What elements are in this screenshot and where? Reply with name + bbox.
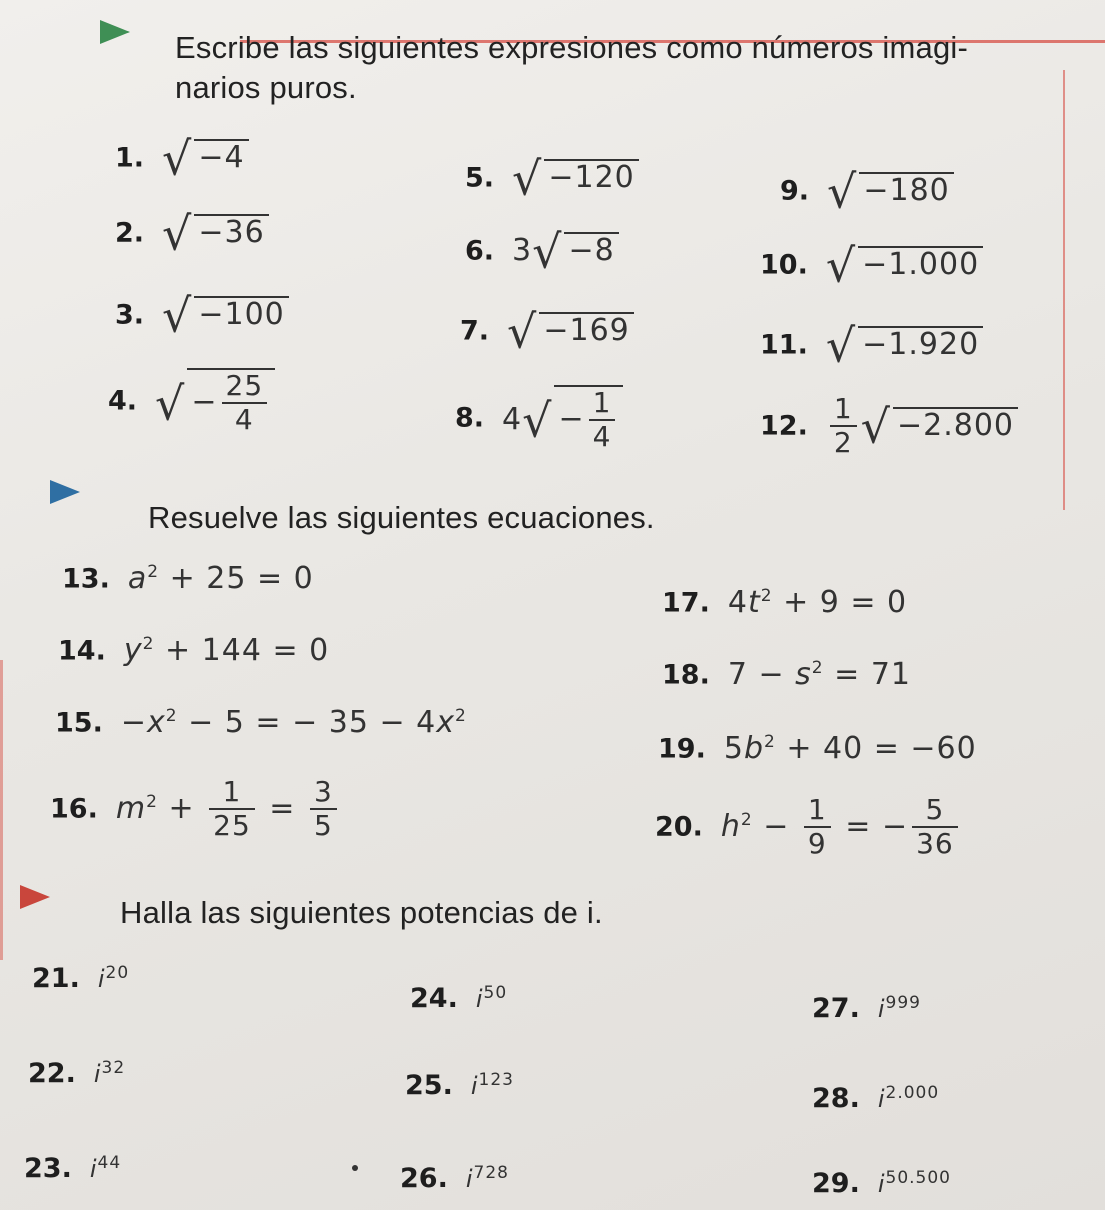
equation-rest: + 9 = 0	[772, 585, 908, 620]
exercise-number: 19.	[658, 733, 706, 765]
exercise-number: 25.	[405, 1070, 453, 1101]
radicand: −100	[194, 296, 288, 330]
exponent: 2.000	[885, 1082, 940, 1103]
radicand: −180	[859, 172, 953, 206]
equation-prefix: 7 −	[727, 657, 796, 692]
denominator: 36	[916, 827, 954, 860]
numerator: 1	[804, 796, 831, 828]
radical-icon: √	[507, 304, 538, 358]
equals-sign: =	[258, 790, 306, 826]
denominator: 2	[833, 426, 853, 459]
base: i	[877, 1084, 886, 1113]
exercise-number: 16.	[50, 793, 98, 825]
radical-icon: √	[162, 206, 193, 260]
exercise-number: 29.	[812, 1168, 860, 1199]
exercise-3	[115, 288, 289, 342]
radical-icon: √	[825, 318, 857, 372]
left-rule	[0, 660, 3, 960]
exercise-20	[655, 793, 962, 860]
exercise-12	[760, 392, 1018, 459]
exercise-16	[50, 775, 341, 842]
denominator: 4	[592, 420, 612, 453]
radicand: −1.000	[858, 246, 983, 280]
variable: a	[127, 561, 148, 596]
exponent: 2	[740, 809, 753, 830]
exercise-number: 9.	[780, 175, 810, 207]
equation-prefix: 4	[727, 585, 748, 620]
radical-icon: √	[532, 224, 563, 278]
exercise-11	[760, 318, 983, 372]
variable: y	[123, 633, 143, 668]
exponent: 2	[147, 562, 160, 582]
denominator: 25	[213, 809, 251, 842]
equation-prefix: 5	[723, 731, 744, 766]
exponent: 20	[105, 962, 130, 983]
radical-icon: √	[522, 393, 553, 447]
radical-icon: √	[162, 131, 193, 185]
numerator: 5	[912, 796, 958, 828]
exercise-4	[108, 368, 275, 434]
base: i	[97, 964, 106, 993]
section-marker-icon	[50, 480, 80, 504]
exponent: 2	[165, 706, 178, 726]
exercise-22	[28, 1057, 126, 1089]
exercise-23	[24, 1152, 122, 1184]
exercise-number: 22.	[28, 1058, 76, 1089]
exercise-25	[405, 1069, 514, 1101]
equation-rest: = 71	[823, 657, 911, 692]
section-heading: Resuelve las siguientes ecuaciones.	[148, 500, 655, 535]
exponent: 32	[101, 1057, 126, 1078]
exercise-18	[662, 657, 911, 692]
exponent: 728	[473, 1162, 509, 1183]
operator: −	[752, 808, 800, 844]
exercise-15	[55, 705, 467, 740]
exercise-6	[465, 224, 619, 278]
exercise-27	[812, 992, 921, 1024]
operator: +	[157, 790, 206, 826]
exponent: 44	[97, 1152, 122, 1173]
radical-icon: √	[162, 288, 193, 342]
exercise-number: 15.	[55, 707, 103, 739]
exercise-7	[460, 304, 634, 358]
exercise-17	[662, 585, 908, 620]
section-heading: Halla las siguientes potencias de i.	[120, 895, 603, 930]
sign: −	[558, 401, 585, 437]
radical-icon: √	[825, 238, 857, 292]
numerator: 1	[830, 395, 857, 427]
exponent: 50.500	[885, 1167, 951, 1188]
ink-dot	[352, 1165, 358, 1171]
variable: m	[115, 790, 147, 826]
base: i	[877, 1169, 886, 1198]
exercise-19	[658, 731, 977, 766]
exponent: 2	[455, 706, 467, 726]
exercise-number: 20.	[655, 811, 703, 843]
exponent: 2	[142, 634, 155, 654]
variable: b	[743, 731, 764, 766]
exercise-number: 13.	[62, 563, 110, 595]
radical-icon: √	[860, 399, 891, 453]
equation-middle: − 5 = − 35 − 4	[177, 705, 437, 740]
exercise-29	[812, 1167, 951, 1199]
exercise-24	[410, 982, 508, 1014]
equals-sign: = −	[834, 808, 909, 844]
exercise-number: 6.	[465, 235, 495, 267]
exercise-13	[62, 561, 314, 596]
exponent: 2	[763, 732, 776, 752]
exercise-number: 27.	[812, 993, 860, 1024]
base: i	[470, 1071, 479, 1100]
variable: x	[436, 705, 455, 740]
exercise-number: 7.	[460, 315, 490, 347]
exercise-number: 26.	[400, 1163, 448, 1194]
exercise-10	[760, 238, 983, 292]
base: i	[93, 1059, 102, 1088]
exercise-number: 18.	[662, 659, 710, 691]
exercise-number: 11.	[760, 329, 808, 361]
exercise-number: 8.	[455, 402, 485, 434]
equation-rest: + 40 = −60	[775, 731, 977, 766]
exercise-number: 1.	[115, 142, 145, 174]
radicand: −120	[544, 159, 638, 193]
denominator: 5	[313, 809, 333, 842]
equation-prefix: −	[120, 705, 147, 740]
exercise-number: 24.	[410, 983, 458, 1014]
denominator: 4	[234, 403, 254, 436]
coefficient: 3	[512, 232, 533, 268]
exercise-number: 17.	[662, 587, 710, 619]
variable: s	[795, 657, 812, 692]
exercise-number: 10.	[760, 249, 808, 281]
base: i	[465, 1164, 474, 1193]
exponent: 999	[885, 992, 921, 1013]
section-heading: Escribe las siguientes expresiones como números imagi- narios puros.	[175, 30, 969, 105]
exercise-number: 3.	[115, 299, 145, 331]
exercise-number: 28.	[812, 1083, 860, 1114]
base: i	[89, 1154, 98, 1183]
exercise-number: 4.	[108, 385, 138, 417]
exercise-9	[780, 164, 954, 218]
exercise-26	[400, 1162, 509, 1194]
radicand: −36	[194, 214, 268, 248]
exercise-8	[455, 385, 623, 451]
variable: t	[747, 585, 761, 620]
exponent: 2	[811, 658, 824, 678]
radical-icon: √	[155, 376, 186, 430]
base: i	[877, 994, 886, 1023]
exercise-21	[32, 962, 130, 994]
coefficient: 4	[502, 401, 523, 437]
radicand: −1.920	[858, 326, 983, 360]
numerator: 25	[222, 372, 268, 404]
equation-rest: + 25 = 0	[159, 561, 314, 596]
radicand: −8	[564, 232, 618, 266]
variable: x	[146, 705, 166, 740]
exercise-5	[465, 151, 639, 205]
exercise-number: 12.	[760, 410, 808, 442]
exercise-2	[115, 206, 269, 260]
section-marker-icon	[100, 20, 130, 44]
variable: h	[720, 808, 741, 844]
exercise-28	[812, 1082, 940, 1114]
exercise-number: 5.	[465, 162, 495, 194]
exercise-number: 21.	[32, 963, 80, 994]
section-marker-icon	[20, 885, 50, 909]
denominator: 9	[807, 827, 827, 860]
equation-rest: + 144 = 0	[154, 633, 330, 668]
exercise-14	[58, 633, 330, 668]
exercise-number: 23.	[24, 1153, 72, 1184]
radicand: −2.800	[893, 407, 1018, 441]
exponent: 2	[760, 586, 773, 606]
numerator: 1	[589, 389, 616, 421]
exponent: 50	[483, 982, 508, 1003]
sign: −	[191, 384, 218, 420]
exercise-number: 2.	[115, 217, 145, 249]
radical-icon: √	[827, 164, 858, 218]
radical-icon: √	[512, 151, 543, 205]
exercise-number: 14.	[58, 635, 106, 667]
base: i	[475, 984, 484, 1013]
numerator: 3	[310, 778, 337, 810]
numerator: 1	[209, 778, 255, 810]
right-rule	[1063, 70, 1065, 510]
exponent: 2	[146, 791, 158, 812]
exercise-1	[115, 131, 249, 185]
radicand: −4	[194, 139, 248, 173]
exponent: 123	[478, 1069, 514, 1090]
radicand: −169	[539, 312, 633, 346]
